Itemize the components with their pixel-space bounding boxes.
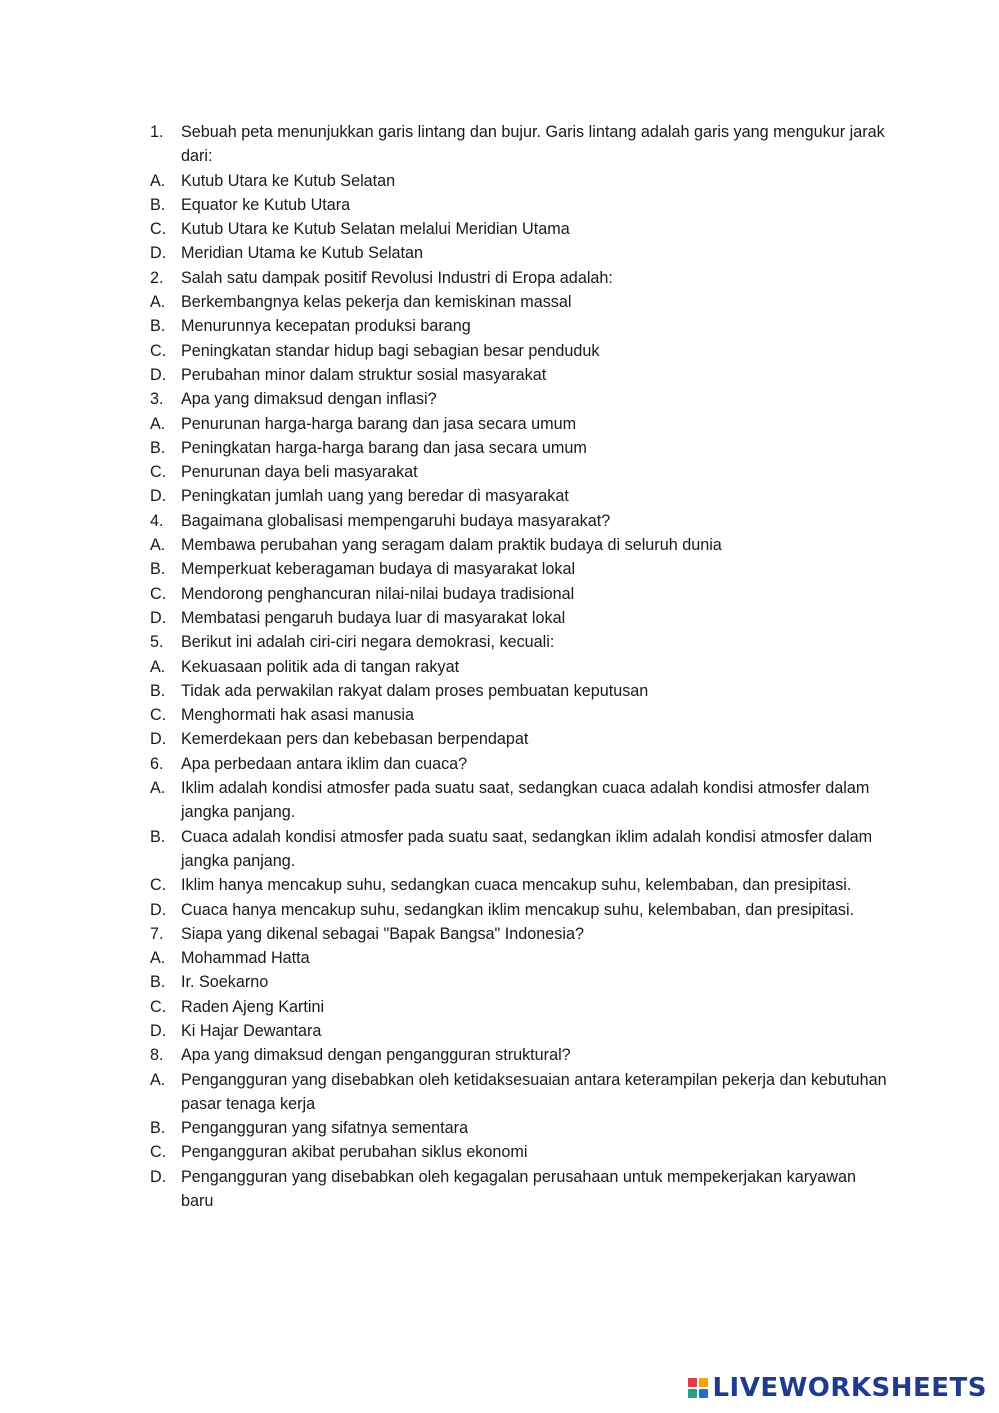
answer-option (150, 557, 890, 581)
option-text: Peningkatan jumlah uang yang beredar di masyarakat (181, 487, 569, 506)
option-letter: C. (150, 584, 167, 603)
option-letter: A. (150, 1070, 166, 1089)
option-text: Membatasi pengaruh budaya luar di masyarakat lokal (181, 608, 566, 627)
option-letter: C. (150, 997, 167, 1016)
question-number: 7. (150, 924, 164, 943)
answer-option (150, 970, 890, 994)
question-text: Apa yang dimaksud dengan pengangguran struktural? (181, 1046, 571, 1065)
logo-square (688, 1378, 697, 1387)
option-text: Membawa perubahan yang seragam dalam praktik budaya di seluruh dunia (181, 536, 722, 555)
answer-option (150, 193, 890, 217)
answer-option (150, 873, 890, 897)
option-text: Iklim adalah kondisi atmosfer pada suatu saat, sedangkan cuaca adalah kondisi atmosfer dalam jangka panjang. (181, 779, 870, 822)
option-text: Peningkatan harga-harga barang dan jasa secara umum (181, 438, 587, 457)
option-letter: D. (150, 1167, 167, 1186)
option-letter: C. (150, 876, 167, 895)
option-letter: A. (150, 536, 166, 555)
option-text: Perubahan minor dalam struktur sosial masyarakat (181, 365, 547, 384)
option-letter: A. (150, 657, 166, 676)
option-text: Menghormati hak asasi manusia (181, 706, 415, 725)
option-letter: D. (150, 1021, 167, 1040)
answer-option (150, 1116, 890, 1140)
option-letter: C. (150, 220, 167, 239)
option-text: Iklim hanya mencakup suhu, sedangkan cuaca mencakup suhu, kelembaban, dan presipitasi. (181, 876, 852, 895)
question-text: Salah satu dampak positif Revolusi Industri di Eropa adalah: (181, 268, 613, 287)
answer-option (150, 776, 890, 825)
option-text: Cuaca hanya mencakup suhu, sedangkan iklim mencakup suhu, kelembaban, dan presipitasi. (181, 900, 855, 919)
option-letter: B. (150, 438, 166, 457)
logo-square (688, 1389, 697, 1398)
answer-option (150, 290, 890, 314)
question-item (150, 387, 890, 411)
answer-option (150, 825, 890, 874)
option-text: Memperkuat keberagaman budaya di masyarakat lokal (181, 560, 576, 579)
logo-grid-icon (688, 1378, 708, 1398)
answer-option (150, 995, 890, 1019)
option-text: Raden Ajeng Kartini (181, 997, 325, 1016)
answer-option (150, 727, 890, 751)
option-letter: C. (150, 341, 167, 360)
answer-option (150, 679, 890, 703)
option-letter: D. (150, 608, 167, 627)
option-letter: B. (150, 827, 166, 846)
option-text: Penurunan daya beli masyarakat (181, 463, 418, 482)
answer-option (150, 412, 890, 436)
option-text: Kekuasaan politik ada di tangan rakyat (181, 657, 460, 676)
question-number: 3. (150, 390, 164, 409)
option-text: Menurunnya kecepatan produksi barang (181, 317, 471, 336)
question-item (150, 922, 890, 946)
option-text: Ir. Soekarno (181, 973, 269, 992)
option-letter: D. (150, 244, 167, 263)
answer-option (150, 533, 890, 557)
answer-option (150, 1140, 890, 1164)
option-text: Equator ke Kutub Utara (181, 195, 351, 214)
option-letter: A. (150, 414, 166, 433)
question-number: 4. (150, 511, 164, 530)
question-item (150, 266, 890, 290)
option-text: Meridian Utama ke Kutub Selatan (181, 244, 424, 263)
answer-option (150, 217, 890, 241)
logo-text: LIVEWORKSHEETS (712, 1373, 987, 1403)
question-item (150, 752, 890, 776)
logo-square (699, 1378, 708, 1387)
option-text: Peningkatan standar hidup bagi sebagian besar penduduk (181, 341, 600, 360)
question-text: Apa yang dimaksud dengan inflasi? (181, 390, 437, 409)
question-number: 8. (150, 1046, 164, 1065)
option-letter: D. (150, 730, 167, 749)
option-text: Pengangguran yang sifatnya sementara (181, 1119, 469, 1138)
question-number: 2. (150, 268, 164, 287)
answer-option (150, 703, 890, 727)
option-letter: B. (150, 1119, 166, 1138)
option-letter: A. (150, 949, 166, 968)
question-item (150, 509, 890, 533)
question-item (150, 120, 890, 169)
question-text: Bagaimana globalisasi mempengaruhi budaya masyarakat? (181, 511, 611, 530)
answer-option (150, 582, 890, 606)
answer-option (150, 946, 890, 970)
answer-option (150, 1019, 890, 1043)
option-text: Pengangguran akibat perubahan siklus ekonomi (181, 1143, 528, 1162)
option-letter: B. (150, 560, 166, 579)
answer-option (150, 314, 890, 338)
option-text: Mendorong penghancuran nilai-nilai budaya tradisional (181, 584, 575, 603)
option-letter: B. (150, 317, 166, 336)
question-text: Siapa yang dikenal sebagai "Bapak Bangsa" Indonesia? (181, 924, 584, 943)
answer-option (150, 241, 890, 265)
question-number: 1. (150, 123, 164, 141)
question-text: Berikut ini adalah ciri-ciri negara demokrasi, kecuali: (181, 633, 555, 652)
option-text: Kutub Utara ke Kutub Selatan (181, 171, 396, 190)
option-letter: C. (150, 1143, 167, 1162)
option-letter: A. (150, 171, 166, 190)
option-text: Mohammad Hatta (181, 949, 310, 968)
option-letter: D. (150, 487, 167, 506)
logo-square (699, 1389, 708, 1398)
liveworksheets-logo (688, 1372, 987, 1404)
option-text: Kutub Utara ke Kutub Selatan melalui Meridian Utama (181, 220, 570, 239)
answer-option (150, 460, 890, 484)
option-letter: D. (150, 900, 167, 919)
answer-option (150, 339, 890, 363)
option-letter: B. (150, 195, 166, 214)
option-text: Berkembangnya kelas pekerja dan kemiskinan massal (181, 293, 572, 312)
question-text: Apa perbedaan antara iklim dan cuaca? (181, 754, 468, 773)
answer-option (150, 1165, 890, 1214)
option-letter: B. (150, 973, 166, 992)
option-letter: B. (150, 681, 166, 700)
answer-option (150, 436, 890, 460)
option-letter: D. (150, 365, 167, 384)
question-text: Sebuah peta menunjukkan garis lintang dan bujur. Garis lintang adalah garis yang mengukur jarak dari: (181, 123, 885, 166)
question-item (150, 630, 890, 654)
question-number: 5. (150, 633, 164, 652)
option-text: Pengangguran yang disebabkan oleh kegagalan perusahaan untuk mempekerjakan karyawan baru (181, 1167, 856, 1211)
option-text: Penurunan harga-harga barang dan jasa secara umum (181, 414, 577, 433)
option-letter: C. (150, 706, 167, 725)
option-text: Tidak ada perwakilan rakyat dalam proses pembuatan keputusan (181, 681, 649, 700)
answer-option (150, 606, 890, 630)
option-text: Cuaca adalah kondisi atmosfer pada suatu saat, sedangkan iklim adalah kondisi atmosfer dalam jangka panjang. (181, 827, 873, 870)
answer-option (150, 169, 890, 193)
option-letter: A. (150, 779, 166, 798)
answer-option (150, 898, 890, 922)
option-letter: C. (150, 463, 167, 482)
option-text: Pengangguran yang disebabkan oleh ketidaksesuaian antara keterampilan pekerja dan kebutuhan pasar tenaga kerja (181, 1070, 887, 1113)
option-text: Ki Hajar Dewantara (181, 1021, 322, 1040)
answer-option (150, 363, 890, 387)
option-letter: A. (150, 293, 166, 312)
answer-option (150, 655, 890, 679)
question-item (150, 1043, 890, 1067)
answer-option (150, 1068, 890, 1117)
option-text: Kemerdekaan pers dan kebebasan berpendapat (181, 730, 529, 749)
answer-option (150, 484, 890, 508)
question-list (150, 120, 890, 1213)
question-number: 6. (150, 754, 164, 773)
